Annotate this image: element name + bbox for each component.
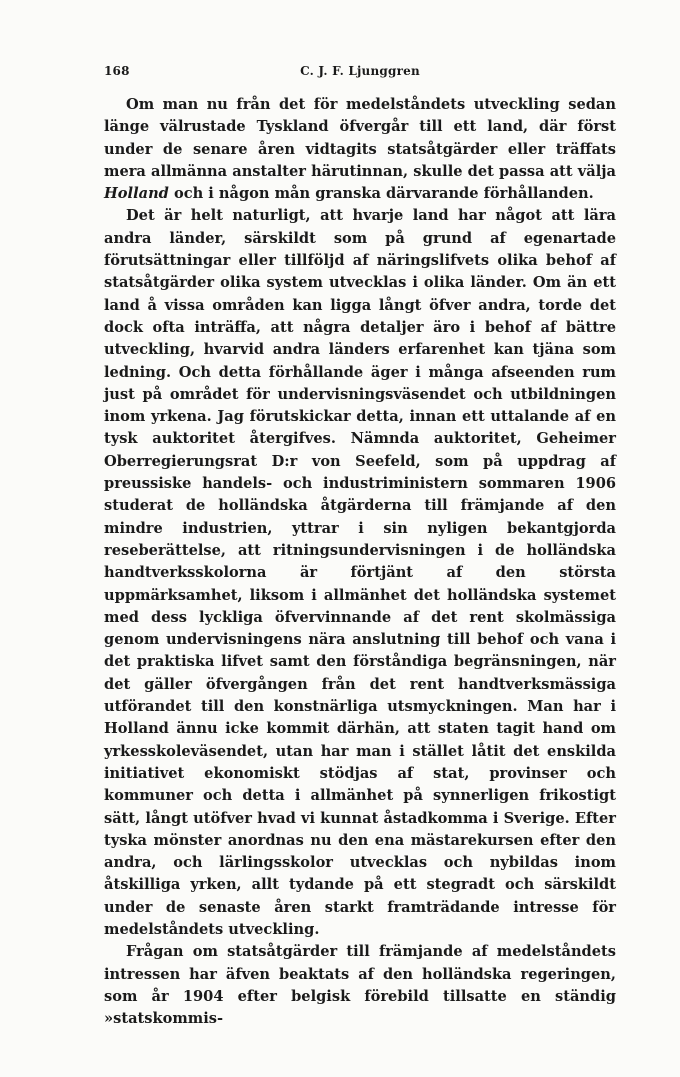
- emphasis-holland: Holland: [104, 185, 169, 203]
- paragraph-1-text-start: Om man nu från det för medelståndets utveckling sedan länge välrustade Tyskland öfvergår till ett land, där först under de senare åren vidtagits statsåtgärder eller träffats mera allmänna anstalter härutinnan, skulle det passa att välja: [104, 96, 616, 180]
- paragraph-1-text-end: och i någon mån granska därvarande förhållanden.: [168, 185, 594, 203]
- page-number: 168: [104, 64, 130, 78]
- running-title: C. J. F. Ljunggren: [300, 64, 420, 78]
- running-head: [104, 60, 616, 82]
- book-page: [104, 60, 616, 1030]
- body-text: [104, 94, 616, 1030]
- paragraph-2: Det är helt naturligt, att hvarje land har något att lära andra länder, särskildt som på grund af egenartade förutsättningar eller tillföljd af näringslifvets olika behof af statsåtgärder olika system utvecklas i olika länder. Om än ett land å vissa områden kan ligga långt öfver andra, torde det dock ofta inträffa, att några detaljer äro i behof af bättre utveckling, hvarvid andra länders erfarenhet kan tjäna som ledning. Och detta förhållande äger i många afseenden rum just på området för undervisningsväsendet och utbildningen inom yrkena. Jag förutskickar detta, innan ett uttalande af en tysk auktoritet återgifves. Nämnda auktoritet, Geheimer Oberregierungsrat D:r von Seefeld, som på uppdrag af preussiske handels- och industriministern sommaren 1906 studerat de holländska åtgärderna till främjande af den mindre industrien, yttrar i sin nyligen bekantgjorda reseberättelse, att ritningsundervisningen i de holländska handtverksskolorna är förtjänt af den största uppmärksamhet, liksom i allmänhet det holländska systemet med dess lyckliga öfvervinnande af det rent skolmässiga genom undervisningens nära anslutning till behof och vana i det praktiska lifvet samt den förståndiga begränsningen, när det gäller öfvergången från det rent handtverksmässiga utförandet till den konstnärliga utsmyckningen. Man har i Holland ännu icke kommit därhän, att staten tagit hand om yrkesskoleväsendet, utan har man i stället låtit det enskilda initiativet ekonomiskt stödjas af stat, provinser och kommuner och detta i allmänhet på synnerligen frikostigt sätt, långt utöfver hvad vi kunnat åstadkomma i Sverige. Efter tyska mönster anordnas nu den ena mästarekursen efter den andra, och lärlingsskolor utvecklas och nybildas inom åtskilliga yrken, allt tydande på ett stegradt och särskildt under de senaste åren starkt framträdande intresse för medelståndets utveckling.: [104, 207, 616, 938]
- paragraph-1: [104, 94, 616, 205]
- paragraph-3: Frågan om statsåtgärder till främjande af medelståndets intressen har äfven beaktats af den holländska regeringen, som år 1904 efter belgisk förebild tillsatte en ständig »statskommis-: [104, 943, 616, 1028]
